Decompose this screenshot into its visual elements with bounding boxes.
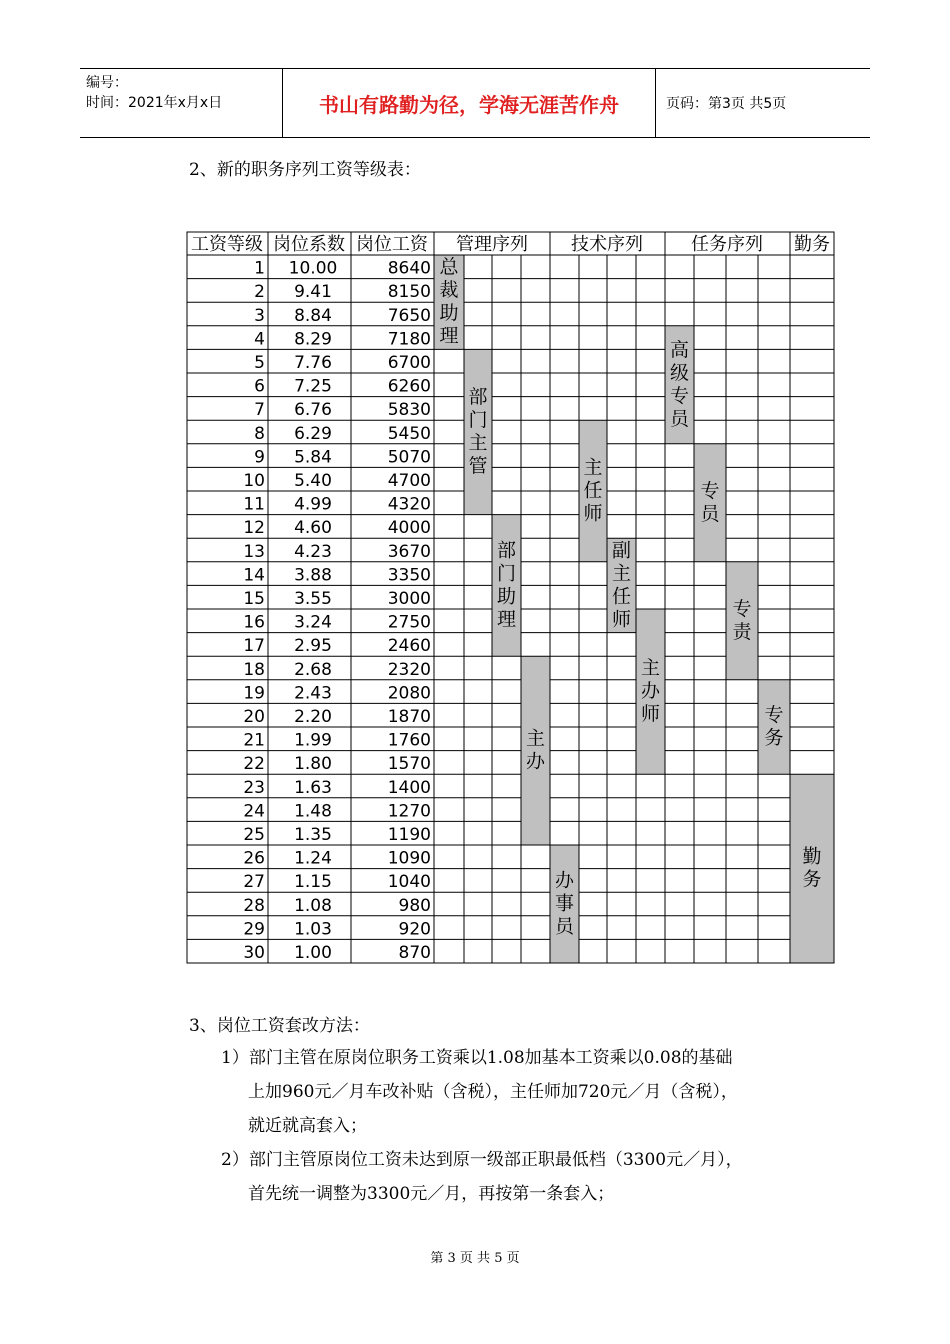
coefficient-cell: 1.24 (294, 848, 332, 869)
grade-cell: 17 (243, 636, 265, 657)
wage-cell: 6260 (387, 376, 431, 397)
coefficient-cell: 2.20 (294, 707, 332, 727)
grade-cell: 3 (254, 305, 265, 326)
coefficient-cell: 1.03 (294, 919, 332, 940)
item-1-line-2: 上加960元／月车改补贴（含税），主任师加720元／月（含税）， (248, 1082, 738, 1102)
coefficient-cell: 3.24 (294, 612, 332, 633)
wage-cell: 4700 (387, 471, 431, 491)
item-1-line-3: 就近就高套入； (248, 1116, 367, 1136)
wage-cell: 1040 (387, 872, 431, 893)
item-1-line-1: 1）部门主管在原岗位职务工资乘以1.08加基本工资乘以0.08的基础 (221, 1048, 733, 1068)
grade-cell: 30 (243, 943, 265, 963)
coefficient-cell: 5.84 (294, 447, 332, 468)
wage-cell: 3670 (387, 541, 431, 562)
page-footer: 第 3 页 共 5 页 (430, 1251, 520, 1266)
band-label-10: 专责 (732, 597, 752, 643)
grade-cell: 24 (243, 801, 265, 822)
coefficient-cell: 5.40 (294, 471, 332, 491)
coefficient-cell: 1.80 (294, 754, 332, 775)
wage-cell: 920 (398, 919, 431, 940)
wage-cell: 7650 (387, 305, 431, 326)
band-label-12: 勤务 (802, 845, 822, 891)
wage-cell: 1270 (387, 801, 431, 822)
coefficient-cell: 1.48 (294, 801, 332, 822)
coefficient-cell: 6.76 (294, 400, 332, 421)
band-label-4: 办事员 (554, 869, 575, 938)
band-label-3: 主办 (525, 727, 546, 773)
item-2-line-2: 首先统一调整为3300元／月，再按第一条套入； (248, 1184, 615, 1204)
grade-cell: 23 (243, 777, 265, 798)
coefficient-cell: 8.29 (294, 329, 332, 350)
grade-cell: 8 (254, 423, 265, 444)
wage-cell: 1400 (387, 777, 431, 798)
coefficient-cell: 1.15 (294, 872, 332, 893)
wage-cell: 2750 (387, 612, 431, 633)
coefficient-cell: 2.43 (294, 683, 332, 704)
grade-cell: 12 (243, 518, 265, 539)
band-label-5: 主任师 (583, 456, 603, 525)
wage-cell: 2080 (387, 683, 431, 704)
wage-cell: 7180 (387, 329, 431, 350)
header-cell-1: 岗位系数 (273, 234, 345, 255)
grade-cell: 22 (243, 754, 265, 775)
band-label-11: 专务 (764, 704, 784, 749)
coefficient-cell: 3.88 (294, 565, 332, 586)
grade-cell: 6 (254, 376, 265, 397)
grade-cell: 20 (243, 707, 265, 727)
band-label-0: 总裁助理 (439, 256, 459, 348)
header-page-label: 页码：第3页 共5页 (666, 96, 787, 112)
grade-cell: 1 (254, 258, 265, 279)
header-cell-3: 管理序列 (456, 234, 528, 255)
coefficient-cell: 1.63 (294, 777, 332, 798)
grade-cell: 2 (254, 282, 265, 303)
band-label-6: 副主任师 (611, 539, 632, 631)
grade-cell: 29 (243, 919, 265, 940)
wage-cell: 870 (398, 943, 431, 963)
band-label-8: 高级专员 (669, 338, 690, 430)
item-2-line-1: 2）部门主管原岗位工资未达到原一级部正职最低档（3300元／月）， (221, 1150, 743, 1170)
grade-cell: 25 (243, 825, 265, 845)
header-cell-6: 勤务 (794, 234, 830, 255)
grade-cell: 15 (243, 589, 265, 609)
wage-cell: 4320 (387, 494, 431, 515)
wage-cell: 3350 (387, 565, 431, 586)
coefficient-cell: 2.95 (294, 636, 332, 657)
grade-cell: 26 (243, 848, 265, 869)
coefficient-cell: 8.84 (294, 305, 332, 326)
band-label-7: 主办师 (640, 657, 661, 726)
wage-cell: 1760 (387, 730, 431, 751)
wage-cell: 6700 (387, 353, 431, 373)
coefficient-cell: 4.99 (294, 494, 332, 515)
grade-cell: 19 (243, 683, 265, 704)
coefficient-cell: 4.60 (294, 518, 332, 539)
wage-cell: 2320 (387, 659, 431, 680)
grade-cell: 27 (243, 872, 265, 893)
coefficient-cell: 7.76 (294, 353, 332, 373)
grade-cell: 28 (243, 895, 265, 916)
band-label-9: 专员 (700, 479, 720, 525)
grade-cell: 7 (254, 400, 265, 421)
grade-cell: 18 (243, 659, 265, 680)
coefficient-cell: 1.00 (294, 943, 332, 963)
grade-cell: 5 (254, 353, 265, 373)
coefficient-cell: 1.35 (294, 825, 332, 845)
wage-cell: 2460 (387, 636, 431, 657)
header-cell-5: 任务序列 (691, 234, 763, 255)
wage-cell: 1190 (387, 825, 431, 845)
wage-cell: 980 (398, 895, 431, 916)
wage-cell: 4000 (387, 518, 431, 539)
header-cell-0: 工资等级 (191, 234, 263, 255)
grade-cell: 13 (243, 541, 265, 562)
wage-cell: 1090 (387, 848, 431, 869)
coefficient-cell: 2.68 (294, 659, 332, 680)
grade-cell: 21 (243, 730, 265, 751)
coefficient-cell: 3.55 (294, 589, 332, 609)
wage-cell: 1870 (387, 707, 431, 727)
wage-cell: 5450 (387, 423, 431, 444)
document-date-label: 时间：2021年x月x日 (86, 95, 223, 111)
band-label-1: 部门主管 (468, 386, 488, 477)
section-2-title: 2、新的职务序列工资等级表： (189, 160, 421, 180)
document-number-label: 编号： (86, 75, 128, 91)
coefficient-cell: 10.00 (288, 258, 338, 279)
grade-cell: 11 (243, 494, 265, 515)
wage-cell: 3000 (387, 589, 431, 609)
section-3-title: 3、岗位工资套改方法： (189, 1016, 370, 1036)
wage-cell: 1570 (387, 754, 431, 775)
coefficient-cell: 1.99 (294, 730, 332, 751)
header-cell-4: 技术序列 (571, 234, 643, 255)
wage-cell: 5830 (387, 400, 431, 421)
header-motto: 书山有路勤为径，学海无涯苦作舟 (283, 69, 656, 137)
coefficient-cell: 4.23 (294, 541, 332, 562)
coefficient-cell: 1.08 (294, 895, 332, 916)
grade-cell: 16 (243, 612, 265, 633)
grade-cell: 14 (243, 565, 265, 586)
wage-cell: 5070 (387, 447, 431, 468)
band-label-2: 部门助理 (496, 539, 517, 631)
wage-cell: 8150 (387, 282, 431, 303)
wage-cell: 8640 (387, 258, 431, 279)
coefficient-cell: 6.29 (294, 423, 332, 444)
header-cell-2: 岗位工资 (356, 234, 428, 255)
grade-cell: 4 (254, 329, 265, 350)
grade-cell: 10 (243, 471, 265, 491)
coefficient-cell: 9.41 (294, 282, 332, 303)
grade-cell: 9 (254, 447, 265, 468)
coefficient-cell: 7.25 (294, 376, 332, 397)
